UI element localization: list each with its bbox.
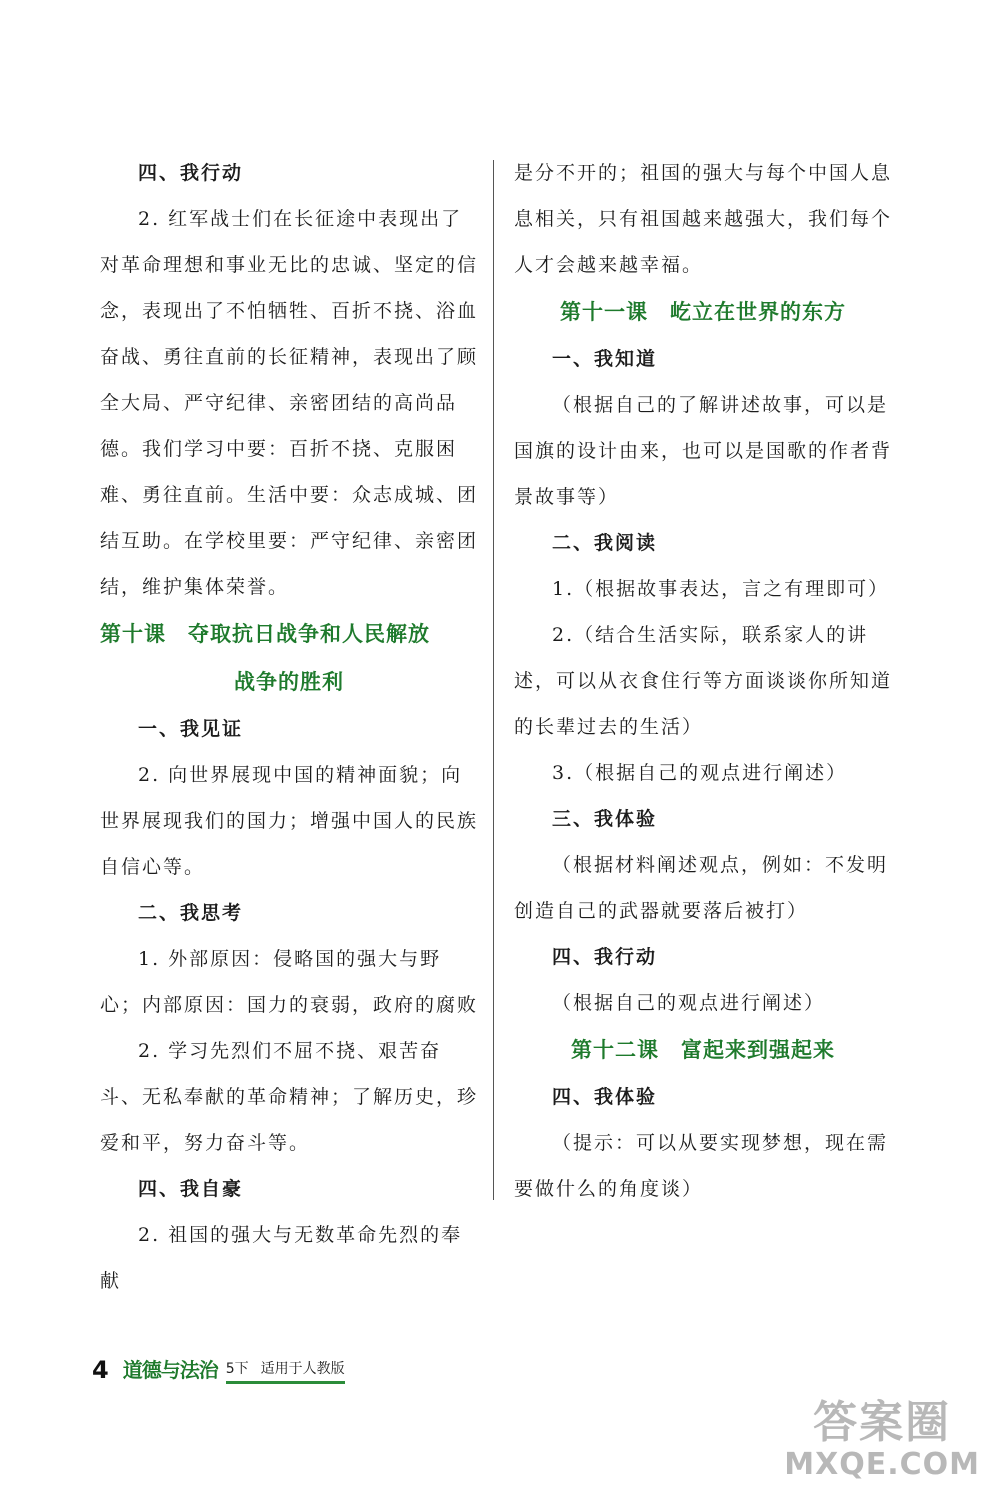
paragraph: （提示：可以从要实现梦想，现在需要做什么的角度谈） xyxy=(514,1132,889,1200)
paragraph: 2. 红军战士们在长征途中表现出了对革命理想和事业无比的忠诚、坚定的信念，表现出了不怕牺牲、百折不挠、浴血奋战、勇往直前的长征精神，表现出了顾全大局、严守纪律、亲密团结的高尚品德。我们学习中要：百折不挠、克服困难、勇往直前。生活中要：众志成城、团结互助。在学校里要：严守纪律、亲密团结，维护集体荣誉。 xyxy=(100,208,479,598)
paragraph: （根据自己的了解讲述故事，可以是国旗的设计由来，也可以是国歌的作者背景故事等） xyxy=(514,394,893,508)
lesson-title: 战争的胜利 xyxy=(234,670,344,694)
section-heading: 四、我自豪 xyxy=(138,1178,244,1200)
paragraph: 1. 外部原因：侵略国的强大与野心；内部原因：国力的衰弱，政府的腐败 xyxy=(100,948,479,1016)
paragraph: 是分不开的；祖国的强大与每个中国人息息相关，只有祖国越来越强大，我们每个人才会越来越幸福。 xyxy=(514,162,893,276)
page-footer xyxy=(92,1356,345,1384)
section-heading: 二、我思考 xyxy=(138,902,244,924)
watermark-cn: 答案圈 xyxy=(813,1397,952,1448)
lesson-title: 第十二课 富起来到强起来 xyxy=(571,1038,835,1062)
section-heading: 二、我阅读 xyxy=(552,532,658,554)
edition-text: 适用于人教版 xyxy=(260,1361,345,1377)
paragraph: （根据自己的观点进行阐述） xyxy=(552,992,826,1014)
paragraph: 2.（结合生活实际，联系家人的讲述，可以从衣食住行等方面谈谈你所知道的长辈过去的生活） xyxy=(514,624,893,738)
paragraph: 1.（根据故事表达，言之有理即可） xyxy=(552,578,890,600)
watermark-logo xyxy=(784,1398,980,1482)
paragraph: 2. 学习先烈们不屈不挠、艰苦奋斗、无私奉献的革命精神；了解历史，珍爱和平，努力奋斗等。 xyxy=(100,1040,479,1154)
lesson-title: 第十一课 屹立在世界的东方 xyxy=(560,300,846,324)
page-number: 4 xyxy=(92,1356,109,1384)
book-title: 道德与法治 xyxy=(122,1358,218,1382)
lesson-title: 第十课 夺取抗日战争和人民解放 xyxy=(100,622,430,646)
right-column xyxy=(514,150,892,1212)
paragraph: 2. 祖国的强大与无数革命先烈的奉献 xyxy=(100,1224,463,1292)
section-heading: 三、我体验 xyxy=(552,808,658,830)
section-heading: 四、我体验 xyxy=(552,1086,658,1108)
section-heading: 一、我见证 xyxy=(138,718,244,740)
watermark-en: MXQE.COM xyxy=(784,1447,980,1482)
paragraph: 3.（根据自己的观点进行阐述） xyxy=(552,762,848,784)
column-divider xyxy=(493,160,494,1200)
paragraph: 2. 向世界展现中国的精神面貌；向世界展现我们的国力；增强中国人的民族自信心等。 xyxy=(100,764,479,878)
grade-label: 5下 xyxy=(225,1361,249,1377)
section-heading: 一、我知道 xyxy=(552,348,658,370)
section-heading: 四、我行动 xyxy=(138,162,244,184)
left-column xyxy=(100,150,478,1304)
paragraph: （根据材料阐述观点，例如：不发明创造自己的武器就要落后被打） xyxy=(514,854,889,922)
section-heading: 四、我行动 xyxy=(552,946,658,968)
edition-label xyxy=(226,1359,345,1384)
